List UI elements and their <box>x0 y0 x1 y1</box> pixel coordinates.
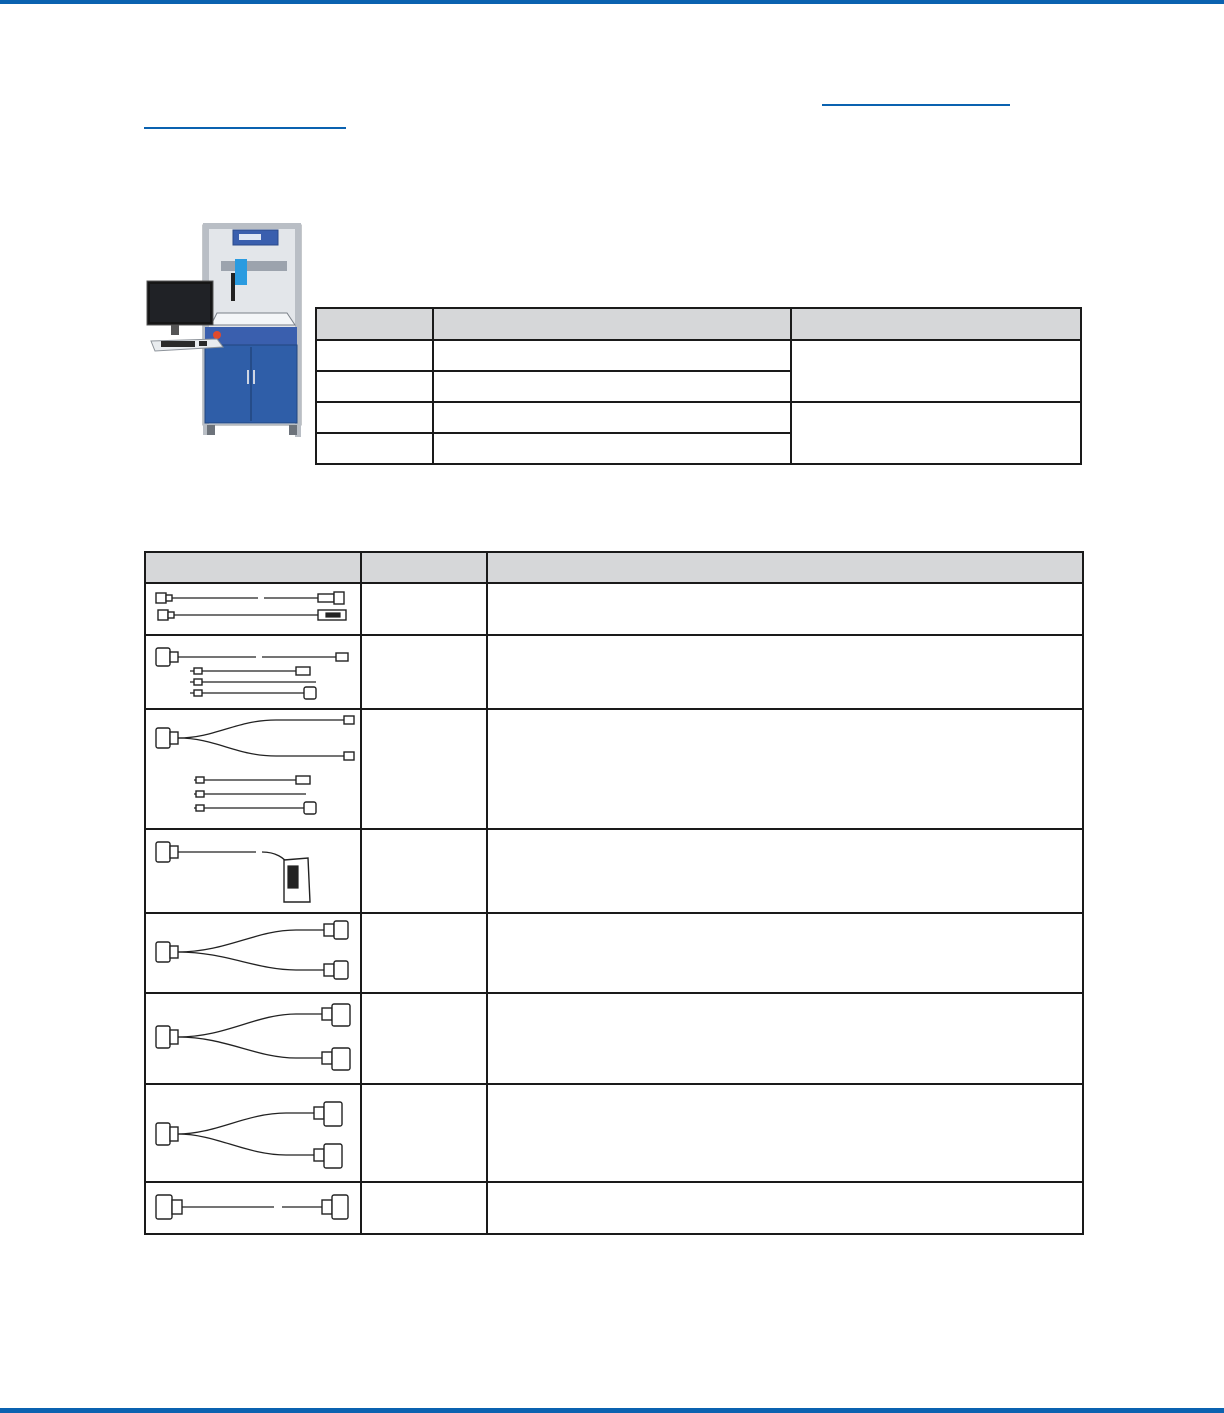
y-split-db-cable-icon <box>146 1085 360 1181</box>
table-row <box>145 829 1083 913</box>
part-number-cell <box>361 1084 487 1182</box>
cable-image-cell <box>145 913 361 993</box>
description-cell <box>487 829 1083 913</box>
cable-image-cell <box>145 1084 361 1182</box>
table-row <box>145 1182 1083 1234</box>
cable-image-cell <box>145 635 361 709</box>
description-cell <box>487 1084 1083 1182</box>
description-cell <box>487 1182 1083 1234</box>
top-table <box>315 307 1082 465</box>
cable-image-cell <box>145 829 361 913</box>
description-cell <box>487 635 1083 709</box>
table-header-cell <box>145 552 361 583</box>
part-number-cell <box>361 829 487 913</box>
usb-cable-icon <box>146 584 360 634</box>
description-cell <box>487 993 1083 1084</box>
table-header-cell <box>791 308 1081 340</box>
part-number-cell <box>361 709 487 829</box>
table-header-row <box>145 552 1083 583</box>
table-header-cell <box>487 552 1083 583</box>
part-number-cell <box>361 583 487 635</box>
io-cable-kit-icon <box>146 636 360 708</box>
table-header-row <box>316 308 1081 340</box>
table-header-cell <box>433 308 791 340</box>
table-header-cell <box>361 552 487 583</box>
table-row <box>145 635 1083 709</box>
table-cell <box>433 433 791 464</box>
description-cell <box>487 709 1083 829</box>
cable-image-cell <box>145 709 361 829</box>
cable-image-cell <box>145 1182 361 1234</box>
table-cell <box>791 402 1081 464</box>
table-cell <box>316 340 433 371</box>
table-cell <box>316 371 433 402</box>
y-split-db-cable-icon <box>146 994 360 1083</box>
header-rule <box>0 0 1224 4</box>
table-cell <box>316 402 433 433</box>
cable-image-cell <box>145 583 361 635</box>
cable-table <box>144 551 1084 1235</box>
terminal-block-cable-icon <box>146 830 360 912</box>
db-extension-cable-icon <box>146 1183 360 1233</box>
y-split-cable-kit-icon <box>146 710 360 828</box>
table-row <box>316 340 1081 371</box>
table-row <box>145 913 1083 993</box>
table-row <box>145 709 1083 829</box>
hyperlink-underline[interactable] <box>822 104 1010 106</box>
table-row <box>145 993 1083 1084</box>
table-row <box>145 1084 1083 1182</box>
cable-image-cell <box>145 993 361 1084</box>
part-number-cell <box>361 635 487 709</box>
description-cell <box>487 913 1083 993</box>
table-row <box>316 402 1081 433</box>
table-row <box>145 583 1083 635</box>
table-cell <box>433 402 791 433</box>
dispensing-workstation-photo <box>135 215 310 450</box>
part-number-cell <box>361 913 487 993</box>
part-number-cell <box>361 993 487 1084</box>
hyperlink-underline[interactable] <box>144 127 346 129</box>
table-header-cell <box>316 308 433 340</box>
table-cell <box>433 340 791 371</box>
description-cell <box>487 583 1083 635</box>
y-split-db-cable-icon <box>146 914 360 992</box>
footer-rule <box>0 1408 1224 1413</box>
table-cell <box>433 371 791 402</box>
table-cell <box>791 340 1081 402</box>
part-number-cell <box>361 1182 487 1234</box>
table-cell <box>316 433 433 464</box>
